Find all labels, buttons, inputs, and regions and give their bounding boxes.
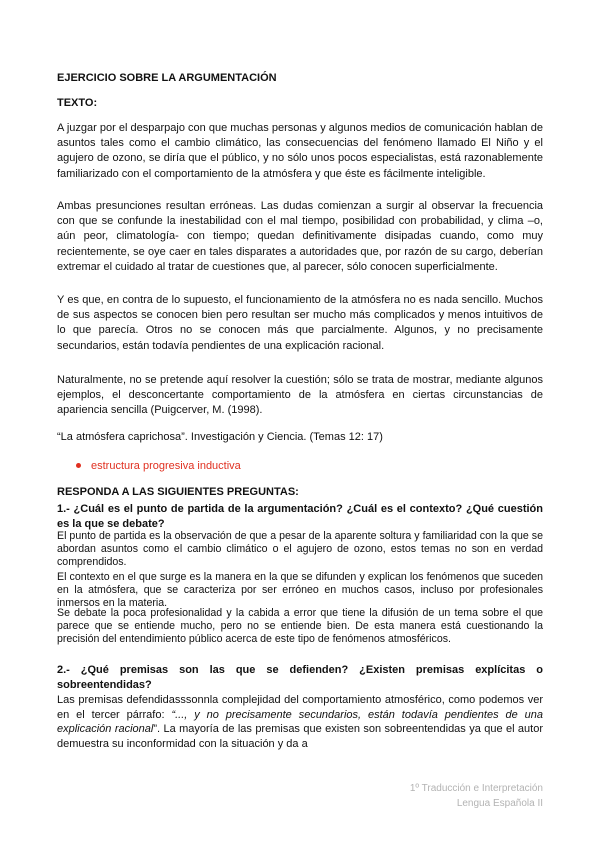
paragraph-1: A juzgar por el desparpajo con que muchas personas y algunos medios de comunicación hablan de asuntos tales como el cambio climático, las consecuencias del fenómeno llamado El Niño y el agujero de ozono, se diría que el público, y no sólo unos pocos especialistas, está razonablemente familiarizado con el comportamiento de la atmósfera y que éste es fácilmente inteligible. <box>57 122 543 180</box>
bullet-dot-icon <box>76 463 81 468</box>
q1-answer-1: El punto de partida es la observación de que a pesar de la aparente soltura y familiaridad con la que se abordan asuntos como el cambio climático o el agujero de ozono, estos temas no son en verdad comprendidos. <box>57 530 543 569</box>
source-citation: “La atmósfera caprichosa”. Investigación y Ciencia. (Temas 12: 17) <box>57 431 383 443</box>
question-1: 1.- ¿Cuál es el punto de partida de la argumentación? ¿Cuál es el contexto? ¿Qué cuestión es la que se debate? <box>57 503 543 530</box>
footer-course: 1º Traducción e Interpretación <box>409 783 543 794</box>
bullet-text: estructura progresiva inductiva <box>91 460 241 472</box>
q1-answer-3: Se debate la poca profesionalidad y la cabida a error que tiene la difusión de un tema sobre el que parece que se entiende mucho, pero no se entiende bien. De esta manera está cuestionando la precisión del entendimiento público acerca de este tipo de fenómenos atmosféricos. <box>57 607 543 646</box>
document-title: EJERCICIO SOBRE LA ARGUMENTACIÓN <box>57 72 277 84</box>
q2-answer <box>57 693 543 751</box>
texto-label: TEXTO: <box>57 97 98 109</box>
paragraph-3: Y es que, en contra de lo supuesto, el funcionamiento de la atmósfera no es nada sencillo. Muchos de sus aspectos se conocen bien pero resultan ser mucho más complicados y menos intuitivos de lo que parecía. Otros no se conocen más que parcialmente. Algunos, y no precisamente secundarios, están todavía pendientes de una explicación racional. <box>57 294 543 352</box>
bullet-item <box>76 460 241 472</box>
paragraph-2: Ambas presunciones resultan erróneas. Las dudas comienzan a surgir al observar la frecuencia con que se confunde la inestabilidad con el mal tiempo, posibilidad con probabilidad, y clima –o, aún peor, climatología- con tiempo; quedan definitivamente disipadas cuando, como muy recientemente, se oye caer en tales disparates a autoridades que, por razón de su cargo, deberían extremar el cuidado al tratar de cuestiones que, al parecer, sólo conocen superficialmente. <box>57 200 543 273</box>
q1-answer-2: El contexto en el que surge es la manera en la que se difunden y explican los fenómenos que suceden en la atmósfera, que se caracteriza por ser erróneo en muchos casos, incluso por profesionales inmersos en la materia. <box>57 571 543 610</box>
question-2: 2.- ¿Qué premisas son las que se defienden? ¿Existen premisas explícitas o sobreentendidas? <box>57 664 543 691</box>
footer-subject: Lengua Española II <box>456 798 543 809</box>
paragraph-4: Naturalmente, no se pretende aquí resolver la cuestión; sólo se trata de mostrar, mediante algunos ejemplos, el desconcertante comportamiento de la atmósfera en ciertas circunstancias de apariencia sencilla (Puigcerver, M. (1998). <box>57 374 543 417</box>
q2-answer-part2: ”. La mayoría de las premisas que existen son sobreentendidas ya que el autor demuestra su inconformidad con la situación y da a <box>57 723 543 750</box>
q2-answer-part1: Las premisas defendidasssonnla complejidad del comportamiento atmosférico, como podemos ver en el tercer párrafo: <box>57 694 543 721</box>
q2-answer-quote: “..., y no precisamente secundarios, están todavía pendientes de una explicación racional <box>57 708 543 736</box>
questions-header: RESPONDA A LAS SIGUIENTES PREGUNTAS: <box>57 486 299 498</box>
